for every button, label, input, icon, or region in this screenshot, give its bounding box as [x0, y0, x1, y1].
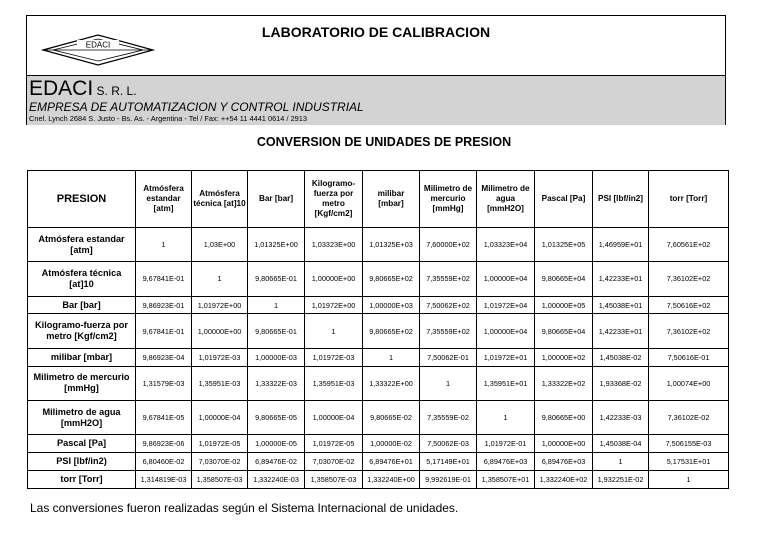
table-cell: 1,00000E-02	[363, 435, 420, 453]
table-cell: 7,50062E-03	[420, 435, 477, 453]
company-suffix: S. R. L.	[96, 84, 137, 98]
table-row	[28, 262, 729, 296]
table-cell: 1,01972E+04	[477, 296, 535, 314]
table-cell: 7,506155E-03	[649, 435, 729, 453]
table-cell: 1	[192, 262, 248, 296]
table-cell: 9,80665E+00	[535, 400, 593, 434]
table-body	[28, 228, 729, 489]
column-header: Milimetro de agua [mmH2O]	[477, 171, 535, 228]
company-address: Cnel. Lynch 2684 S. Justo - Bs. As. - Argentina - Tel / Fax: ++54 11 4441 0614 / 2913	[29, 114, 308, 123]
conversion-table	[27, 170, 729, 489]
table-cell: 1,332240E-03	[248, 471, 305, 489]
table-cell: 1,00000E+04	[477, 314, 535, 348]
table-cell: 9,80665E-01	[248, 314, 305, 348]
table-row	[28, 228, 729, 262]
table-cell: 1,00000E+04	[477, 262, 535, 296]
table-cell: 1	[649, 471, 729, 489]
table-cell: 1,33322E+02	[535, 366, 593, 400]
table-cell: 1,33322E+00	[363, 366, 420, 400]
table-cell: 7,50616E-01	[649, 348, 729, 366]
table-cell: 1,01325E+00	[248, 228, 305, 262]
row-header: Bar [bar]	[28, 296, 136, 314]
table-cell: 1,01325E+03	[363, 228, 420, 262]
table-row	[28, 366, 729, 400]
column-header: Bar [bar]	[248, 171, 305, 228]
table-cell: 1,42233E-03	[593, 400, 649, 434]
table-cell: 1,00000E+00	[535, 435, 593, 453]
table-cell: 1,45038E+01	[593, 296, 649, 314]
table-cell: 5,17531E+01	[649, 453, 729, 471]
table-cell: 1	[477, 400, 535, 434]
table-cell: 1,01972E+00	[305, 296, 363, 314]
table-cell: 6,89476E-02	[248, 453, 305, 471]
page-title: CONVERSION DE UNIDADES DE PRESION	[256, 135, 512, 149]
table-cell: 1,33322E-03	[248, 366, 305, 400]
table-cell: 1,00000E+00	[192, 314, 248, 348]
table-cell: 6,89476E+03	[477, 453, 535, 471]
column-header: Atmósfera estandar [atm]	[136, 171, 192, 228]
table-cell: 1	[248, 296, 305, 314]
table-cell: 1	[305, 314, 363, 348]
table-cell: 1,01972E-05	[305, 435, 363, 453]
table-cell: 1,42233E+01	[593, 314, 649, 348]
table-cell: 9,80665E+02	[363, 314, 420, 348]
table-cell: 1	[363, 348, 420, 366]
row-header: Milimetro de mercurio [mmHg]	[28, 366, 136, 400]
table-cell: 1,332240E+02	[535, 471, 593, 489]
table-cell: 1,35951E-03	[305, 366, 363, 400]
table-header-row	[28, 171, 729, 228]
table-cell: 7,60561E+02	[649, 228, 729, 262]
company-name: EDACI	[29, 77, 94, 100]
row-header: Atmósfera estandar [atm]	[28, 228, 136, 262]
company-subtitle: EMPRESA DE AUTOMATIZACION Y CONTROL INDUSTRIAL	[29, 100, 364, 114]
table-cell: 9,86923E-06	[136, 435, 192, 453]
table-cell: 1	[593, 453, 649, 471]
column-header: Atmósfera técnica [at]10	[192, 171, 248, 228]
table-cell: 1,332240E+00	[363, 471, 420, 489]
table-cell: 1,01972E-03	[192, 348, 248, 366]
company-band	[27, 75, 725, 125]
table-cell: 9,86923E-04	[136, 348, 192, 366]
column-header: milibar [mbar]	[363, 171, 420, 228]
table-cell: 7,36102E+02	[649, 314, 729, 348]
logo-text: EDACI	[85, 40, 111, 50]
table-cell: 1,314819E-03	[136, 471, 192, 489]
table-cell: 9,67841E-01	[136, 314, 192, 348]
table-row	[28, 348, 729, 366]
table-cell: 9,80665E+04	[535, 262, 593, 296]
row-header: Milimetro de agua [mmH2O]	[28, 400, 136, 434]
table-cell: 1,00074E+00	[649, 366, 729, 400]
table-cell: 1,01972E-03	[305, 348, 363, 366]
table-cell: 7,60000E+02	[420, 228, 477, 262]
letterhead-top	[27, 16, 725, 75]
column-header: PSI [lbf/in2]	[593, 171, 649, 228]
table-cell: 1,00000E-04	[192, 400, 248, 434]
table-cell: 9,80665E-05	[248, 400, 305, 434]
table-cell: 1,35951E+01	[477, 366, 535, 400]
table-cell: 1,01972E-01	[477, 435, 535, 453]
table-cell: 9,80665E+02	[363, 262, 420, 296]
table-cell: 1,00000E+05	[535, 296, 593, 314]
table-cell: 9,67841E-05	[136, 400, 192, 434]
table-cell: 1,45038E-04	[593, 435, 649, 453]
table-cell: 7,36102E+02	[649, 262, 729, 296]
table-cell: 1,932251E-02	[593, 471, 649, 489]
table-cell: 7,36102E-02	[649, 400, 729, 434]
table-row	[28, 296, 729, 314]
table-row	[28, 471, 729, 489]
table-cell: 1,00000E-03	[248, 348, 305, 366]
table-cell: 1,03E+00	[192, 228, 248, 262]
table-cell: 6,80460E-02	[136, 453, 192, 471]
table-cell: 1,03323E+00	[305, 228, 363, 262]
table-cell: 6,89476E+01	[363, 453, 420, 471]
table-cell: 1,35951E-03	[192, 366, 248, 400]
table-cell: 5,17149E+01	[420, 453, 477, 471]
table-cell: 9,86923E-01	[136, 296, 192, 314]
table-cell: 1,00000E-04	[305, 400, 363, 434]
table-cell: 6,89476E+03	[535, 453, 593, 471]
table-cell: 9,80665E-01	[248, 262, 305, 296]
table-cell: 1,01972E-05	[192, 435, 248, 453]
table-cell: 1	[136, 228, 192, 262]
table-cell: 1,00000E+02	[535, 348, 593, 366]
row-header: PSI [lbf/in2)	[28, 453, 136, 471]
table-cell: 7,35559E-02	[420, 400, 477, 434]
letterhead	[26, 15, 726, 125]
column-header: torr [Torr]	[649, 171, 729, 228]
footnote: Las conversiones fueron realizadas según el Sistema Internacional de unidades.	[30, 501, 459, 515]
table-cell: 1,01972E+01	[477, 348, 535, 366]
table-cell: 9,992619E-01	[420, 471, 477, 489]
row-header: Atmósfera técnica [at]10	[28, 262, 136, 296]
table-cell: 1,00000E-05	[248, 435, 305, 453]
column-header: Milimetro de mercurio [mmHg]	[420, 171, 477, 228]
table-row	[28, 453, 729, 471]
table-cell: 1,358507E-03	[192, 471, 248, 489]
corner-header: PRESION	[28, 171, 136, 228]
table-cell: 7,03070E-02	[305, 453, 363, 471]
row-header: Pascal [Pa]	[28, 435, 136, 453]
table-cell: 7,50616E+02	[649, 296, 729, 314]
table-cell: 7,50062E+02	[420, 296, 477, 314]
table-cell: 1,93368E-02	[593, 366, 649, 400]
table-cell: 9,80665E-02	[363, 400, 420, 434]
column-header: Kilogramo-fuerza por metro [Kgf/cm2]	[305, 171, 363, 228]
table-cell: 1,00000E+03	[363, 296, 420, 314]
table-cell: 9,80665E+04	[535, 314, 593, 348]
table-cell: 7,50062E-01	[420, 348, 477, 366]
table-cell: 1,00000E+00	[305, 262, 363, 296]
table-cell: 1,358507E+01	[477, 471, 535, 489]
table-cell: 1,358507E-03	[305, 471, 363, 489]
table-cell: 1	[420, 366, 477, 400]
table-row	[28, 400, 729, 434]
row-header: milibar [mbar]	[28, 348, 136, 366]
table-cell: 1,01972E+00	[192, 296, 248, 314]
row-header: torr [Torr]	[28, 471, 136, 489]
table-cell: 1,45038E-02	[593, 348, 649, 366]
table-cell: 1,01325E+05	[535, 228, 593, 262]
table-cell: 1,03323E+04	[477, 228, 535, 262]
table-cell: 9,67841E-01	[136, 262, 192, 296]
table-cell: 1,42233E+01	[593, 262, 649, 296]
table-cell: 1,46959E+01	[593, 228, 649, 262]
table-cell: 7,35559E+02	[420, 262, 477, 296]
table-cell: 1,31579E-03	[136, 366, 192, 400]
table-cell: 7,35559E+02	[420, 314, 477, 348]
row-header: Kilogramo-fuerza por metro [Kgf/cm2]	[28, 314, 136, 348]
lab-title: LABORATORIO DE CALIBRACION	[261, 24, 491, 40]
table-row	[28, 435, 729, 453]
column-header: Pascal [Pa]	[535, 171, 593, 228]
table-row	[28, 314, 729, 348]
table-cell: 7,03070E-02	[192, 453, 248, 471]
